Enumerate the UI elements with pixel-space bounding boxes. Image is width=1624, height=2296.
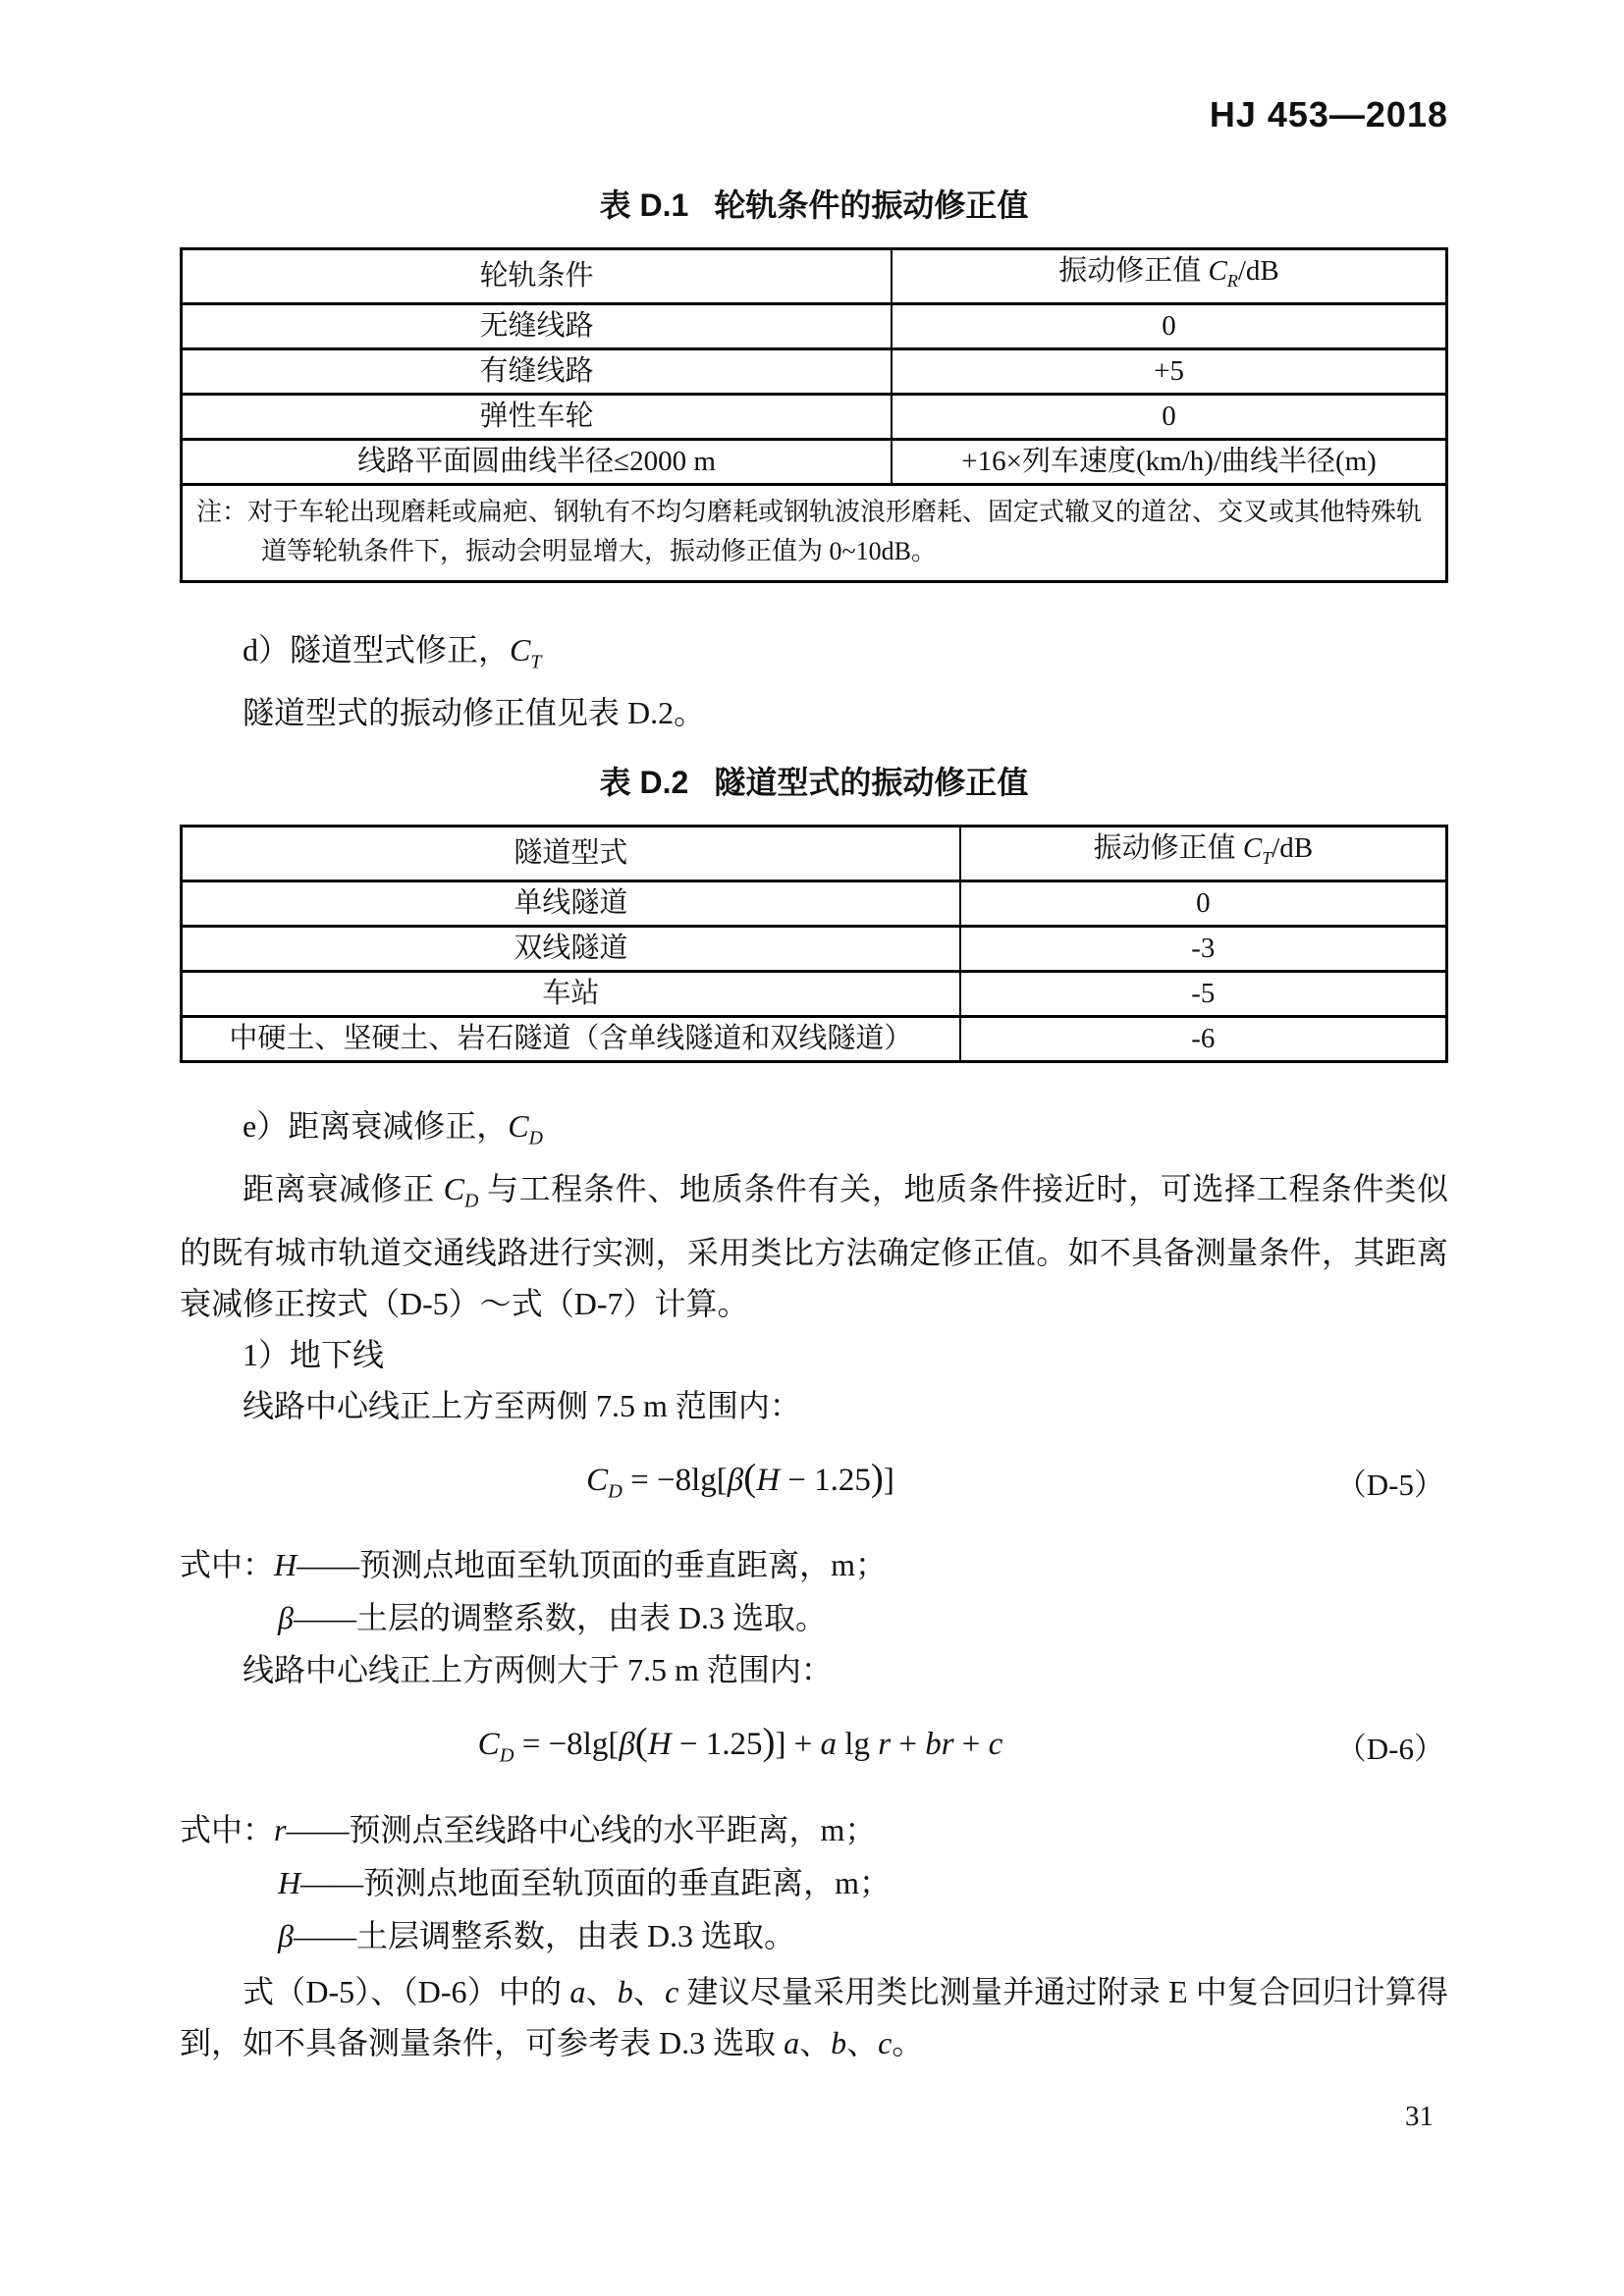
formula-term: − 1.25 — [671, 1727, 763, 1763]
section-d-heading — [180, 624, 1448, 687]
paragraph-var: C — [443, 1171, 464, 1207]
section-d — [180, 624, 1448, 738]
formula-paren: ) — [762, 1721, 776, 1764]
where-text: 预测点地面至轨顶面的垂直距离，m； — [359, 1547, 888, 1583]
table-row — [182, 394, 1447, 439]
cell-condition: 线路平面圆曲线半径≤2000 m — [182, 439, 893, 484]
section-e-label: e）距离衰减修正， — [243, 1107, 509, 1144]
section-d-sub: T — [530, 651, 542, 673]
formula-operator: + — [953, 1727, 989, 1763]
table-d1-title-text: 轮轨条件的振动修正值 — [714, 187, 1029, 223]
section-e-paragraph — [180, 1163, 1448, 1328]
formula-operator: + — [891, 1727, 926, 1763]
table-row — [182, 971, 1447, 1016]
where-item — [180, 1803, 1448, 1856]
table-row — [182, 348, 1447, 394]
col2-header-sub: R — [1226, 270, 1238, 291]
col2-header-suffix: /dB — [1272, 832, 1314, 865]
where-list-d5 — [180, 1538, 1448, 1644]
paragraph-text: 建议尽量采用类比测量并通过附录 E 中复合回归计算得到，如不具备测量条件，可参考表 D.3 选取 — [180, 1973, 1448, 2060]
cell-tunnel-type: 车站 — [182, 971, 960, 1016]
paragraph-var: a — [784, 2024, 800, 2060]
formula-var: r — [941, 1727, 954, 1763]
where-var: β — [278, 1917, 294, 1953]
formula-bracket: ] + — [775, 1727, 821, 1763]
where-text: 土层的调整系数，由表 D.3 选取。 — [355, 1600, 828, 1636]
paragraph-text: 与工程条件、地质条件有关，地质条件接近时，可选择工程条件类似的既有城市轨道交通线路进行实测，采用类比方法确定修正值。如不具备测量条件，其距离衰减修正按式（D-5）～式（D-7）计算。 — [180, 1171, 1448, 1321]
paragraph-text: 、 — [799, 2024, 832, 2060]
paragraph-var: c — [665, 1973, 679, 2009]
cell-value: 0 — [892, 303, 1446, 348]
section-d-body: 隧道型式的振动修正值见表 D.2。 — [243, 695, 706, 731]
where-item — [180, 1591, 1448, 1644]
formula-paren: ) — [870, 1456, 884, 1499]
table-d2 — [180, 825, 1448, 1063]
formula-var: c — [988, 1727, 1003, 1763]
table-d1-note — [182, 484, 1447, 581]
paragraph-text: 、 — [846, 2024, 879, 2060]
where-text: 土层调整系数，由表 D.3 选取。 — [355, 1917, 796, 1953]
where-dash: —— — [293, 1600, 356, 1636]
table-d1 — [180, 247, 1448, 583]
where-label: 式中： — [180, 1811, 275, 1847]
formula-var: b — [925, 1727, 942, 1763]
cell-value: 0 — [892, 394, 1446, 439]
formula-operator: lg — [837, 1727, 879, 1763]
formula-var: H — [647, 1727, 672, 1763]
cell-value: 0 — [960, 881, 1447, 926]
table-d1-title — [180, 181, 1448, 226]
formula-paren: ( — [634, 1721, 648, 1764]
cell-condition: 有缝线路 — [182, 348, 893, 394]
col2-header-var: C — [1208, 255, 1227, 287]
cell-value: +16×列车速度(km/h)/曲线半径(m) — [892, 439, 1446, 484]
formula-var: C — [477, 1727, 500, 1763]
where-item — [180, 1538, 1448, 1591]
table-row — [182, 439, 1447, 484]
table-row — [182, 1016, 1447, 1061]
formula-var: r — [878, 1727, 892, 1763]
section-e-sub: D — [528, 1127, 543, 1149]
table-d1-title-label: 表 D.1 — [599, 187, 689, 223]
table-d2-title-label: 表 D.2 — [599, 765, 689, 801]
formula-var: H — [756, 1462, 781, 1498]
range-condition-2: 线路中心线正上方两侧大于 7.5 m 范围内： — [243, 1652, 833, 1688]
formula-var: C — [586, 1462, 609, 1498]
cell-tunnel-type: 单线隧道 — [182, 881, 960, 926]
col2-header-sub: T — [1262, 847, 1272, 868]
paragraph-var: b — [831, 2024, 847, 2060]
cell-col2-header — [892, 249, 1446, 304]
cell-col1-header: 隧道型式 — [182, 827, 960, 881]
cell-value: -6 — [1191, 1022, 1216, 1054]
where-dash: —— — [286, 1811, 350, 1847]
cell-value: -5 — [960, 971, 1447, 1016]
cell-tunnel-type: 双线隧道 — [182, 926, 960, 971]
paragraph-var: a — [569, 1973, 586, 2009]
where-item — [180, 1909, 1448, 1962]
section-e-heading — [180, 1100, 1448, 1163]
cell-condition: 弹性车轮 — [182, 394, 893, 439]
closing-paragraph — [180, 1966, 1448, 2068]
range-condition-1: 线路中心线正上方至两侧 7.5 m 范围内： — [243, 1387, 801, 1423]
table-d2-title-text: 隧道型式的振动修正值 — [714, 765, 1029, 801]
page-content — [180, 94, 1448, 2068]
section-d-var: C — [510, 631, 531, 667]
section-d-label: d）隧道型式修正， — [243, 631, 511, 667]
note-text: 对于车轮出现磨耗或扁疤、钢轨有不均匀磨耗或钢轨波浪形磨耗、固定式辙叉的道岔、交叉或其他特殊轨道等轮轨条件下，振动会明显增大，振动修正值为 0~10dB。 — [247, 497, 1423, 565]
where-list-d6 — [180, 1803, 1448, 1962]
formula-beta: β — [727, 1462, 744, 1498]
where-label: 式中： — [180, 1547, 275, 1583]
table-d2-title — [180, 758, 1448, 803]
paragraph-text: 。 — [892, 2024, 924, 2060]
formula-operator: = −8lg[ — [622, 1462, 728, 1498]
note-label: 注： — [196, 497, 248, 526]
paragraph-text: 式（D-5）、（D-6）中的 — [243, 1973, 570, 2009]
formula-bracket: ] — [883, 1462, 894, 1498]
paragraph-sub: D — [463, 1190, 479, 1212]
formula-d5 — [180, 1457, 1448, 1514]
where-text: 预测点地面至轨顶面的垂直距离，m； — [363, 1864, 892, 1900]
paragraph-var: b — [617, 1973, 633, 2009]
table-row — [182, 926, 1447, 971]
table-row — [182, 881, 1447, 926]
formula-term: − 1.25 — [780, 1462, 871, 1498]
subsection-1-label: 1）地下线 — [243, 1336, 385, 1372]
col2-header-prefix: 振动修正值 — [1058, 255, 1209, 287]
table-row — [182, 249, 1447, 304]
page-number: 31 — [1405, 2101, 1434, 2132]
cell-tunnel-type: 中硬土、坚硬土、岩石隧道（含单线隧道和双线隧道） — [182, 1016, 960, 1061]
paragraph-text: 、 — [585, 1973, 618, 2009]
equation-number: （D-5） — [1335, 1467, 1444, 1502]
paragraph-var: c — [878, 2024, 893, 2060]
where-dash: —— — [300, 1864, 364, 1900]
table-row — [182, 827, 1447, 881]
equation-number: （D-6） — [1335, 1732, 1444, 1767]
table-note-row — [182, 484, 1447, 581]
formula-sub: D — [499, 1744, 514, 1767]
cell-col1-header: 轮轨条件 — [182, 249, 893, 304]
paragraph-text: 、 — [632, 1973, 666, 2009]
col2-header-suffix: /dB — [1237, 255, 1279, 287]
formula-sub: D — [608, 1480, 623, 1503]
formula-operator: = −8lg[ — [514, 1727, 620, 1763]
where-dash: —— — [293, 1917, 356, 1953]
where-dash: —— — [297, 1547, 360, 1583]
where-item — [180, 1856, 1448, 1909]
col2-header-prefix: 振动修正值 — [1093, 832, 1243, 865]
where-var: H — [274, 1547, 298, 1583]
cell-condition: 无缝线路 — [182, 303, 893, 348]
where-text: 预测点至线路中心线的水平距离，m； — [349, 1811, 877, 1847]
formula-beta: β — [619, 1727, 635, 1763]
where-var: β — [278, 1600, 294, 1636]
cell-value: +5 — [892, 348, 1446, 394]
formula-paren: ( — [743, 1456, 757, 1499]
formula-d6 — [180, 1721, 1448, 1778]
cell-col2-header — [960, 827, 1447, 881]
cell-value: -3 — [960, 926, 1447, 971]
col2-header-var: C — [1242, 832, 1263, 865]
section-e-var: C — [508, 1107, 529, 1144]
table-row — [182, 303, 1447, 348]
paragraph-text: 距离衰减修正 — [243, 1171, 444, 1207]
where-var: H — [278, 1864, 301, 1900]
formula-var: a — [820, 1727, 838, 1763]
doc-number: HJ 453—2018 — [1209, 94, 1448, 134]
where-var: r — [274, 1811, 287, 1847]
